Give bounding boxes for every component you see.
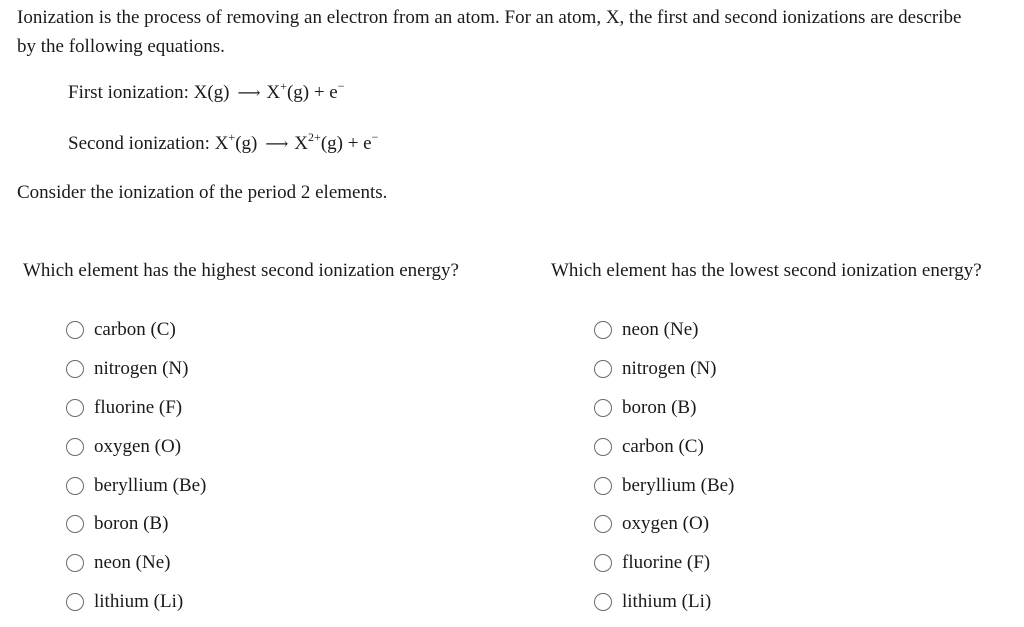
first-ionization-label: First ionization: X(g) <box>68 82 230 103</box>
radio-button-icon[interactable] <box>594 399 612 417</box>
lowest-option-fluorine[interactable] <box>594 544 734 583</box>
reactant-rest: (g) <box>235 133 258 154</box>
highest-option-oxygen[interactable] <box>66 427 206 466</box>
radio-button-icon[interactable] <box>66 438 84 456</box>
option-label: fluorine (F) <box>94 396 183 418</box>
lowest-option-lithium[interactable] <box>594 583 734 622</box>
radio-button-icon[interactable] <box>594 515 612 533</box>
reactant-charge: + <box>228 129 236 144</box>
lowest-option-carbon[interactable] <box>594 427 734 466</box>
first-ionization-equation <box>68 78 345 106</box>
highest-option-boron[interactable] <box>66 505 206 544</box>
highest-option-neon[interactable] <box>66 544 206 583</box>
option-label: carbon (C) <box>94 319 176 341</box>
product-rest: (g) + e <box>286 82 338 103</box>
radio-button-icon[interactable] <box>594 360 612 378</box>
radio-button-icon[interactable] <box>594 593 612 611</box>
electron-charge: − <box>371 129 379 144</box>
electron-charge: − <box>337 78 345 93</box>
highest-option-beryllium[interactable] <box>66 466 206 505</box>
option-label: lithium (Li) <box>94 590 184 612</box>
highest-option-nitrogen[interactable] <box>66 350 206 389</box>
option-label: beryllium (Be) <box>622 474 735 496</box>
lowest-option-boron[interactable] <box>594 389 734 428</box>
lowest-option-nitrogen[interactable] <box>594 350 734 389</box>
question-highest-prompt: Which element has the highest second ionization energy? <box>23 260 459 281</box>
option-label: nitrogen (N) <box>94 358 189 380</box>
product-charge: + <box>280 78 287 93</box>
highest-option-fluorine[interactable] <box>66 389 206 428</box>
radio-button-icon[interactable] <box>66 360 84 378</box>
radio-button-icon[interactable] <box>66 515 84 533</box>
lowest-option-beryllium[interactable] <box>594 466 734 505</box>
option-label: beryllium (Be) <box>94 474 207 496</box>
option-label: neon (Ne) <box>94 552 171 574</box>
second-ionization-label: Second ionization: X <box>68 133 229 154</box>
highest-option-lithium[interactable] <box>66 583 206 622</box>
option-label: neon (Ne) <box>622 319 699 341</box>
lowest-options-list <box>594 311 734 621</box>
radio-button-icon[interactable] <box>594 438 612 456</box>
radio-button-icon[interactable] <box>66 593 84 611</box>
lowest-option-neon[interactable] <box>594 311 734 350</box>
intro-line-2: by the following equations. <box>17 36 225 57</box>
reaction-arrow-icon: ⟶ <box>265 136 289 153</box>
option-label: nitrogen (N) <box>622 358 717 380</box>
product-symbol: X <box>266 82 281 103</box>
radio-button-icon[interactable] <box>594 554 612 572</box>
question-lowest-prompt: Which element has the lowest second ionization energy? <box>551 260 982 281</box>
radio-button-icon[interactable] <box>66 321 84 339</box>
product-charge: 2+ <box>308 129 321 144</box>
lowest-option-oxygen[interactable] <box>594 505 734 544</box>
intro-line-1: Ionization is the process of removing an electron from an atom. For an atom, X, the first and second ionizations are describe <box>17 7 962 28</box>
highest-options-list <box>66 311 206 621</box>
product-symbol: X <box>294 133 309 154</box>
radio-button-icon[interactable] <box>594 477 612 495</box>
product-rest: (g) + e <box>320 133 372 154</box>
option-label: oxygen (O) <box>94 435 182 457</box>
option-label: carbon (C) <box>622 435 704 457</box>
reaction-arrow-icon: ⟶ <box>237 85 261 102</box>
intro-paragraph <box>17 3 1024 61</box>
radio-button-icon[interactable] <box>66 477 84 495</box>
option-label: boron (B) <box>94 513 169 535</box>
option-label: lithium (Li) <box>622 590 712 612</box>
consider-statement: Consider the ionization of the period 2 elements. <box>17 182 388 203</box>
radio-button-icon[interactable] <box>66 554 84 572</box>
option-label: boron (B) <box>622 396 697 418</box>
option-label: oxygen (O) <box>622 513 710 535</box>
highest-option-carbon[interactable] <box>66 311 206 350</box>
second-ionization-equation <box>68 129 379 157</box>
radio-button-icon[interactable] <box>66 399 84 417</box>
option-label: fluorine (F) <box>622 552 711 574</box>
radio-button-icon[interactable] <box>594 321 612 339</box>
